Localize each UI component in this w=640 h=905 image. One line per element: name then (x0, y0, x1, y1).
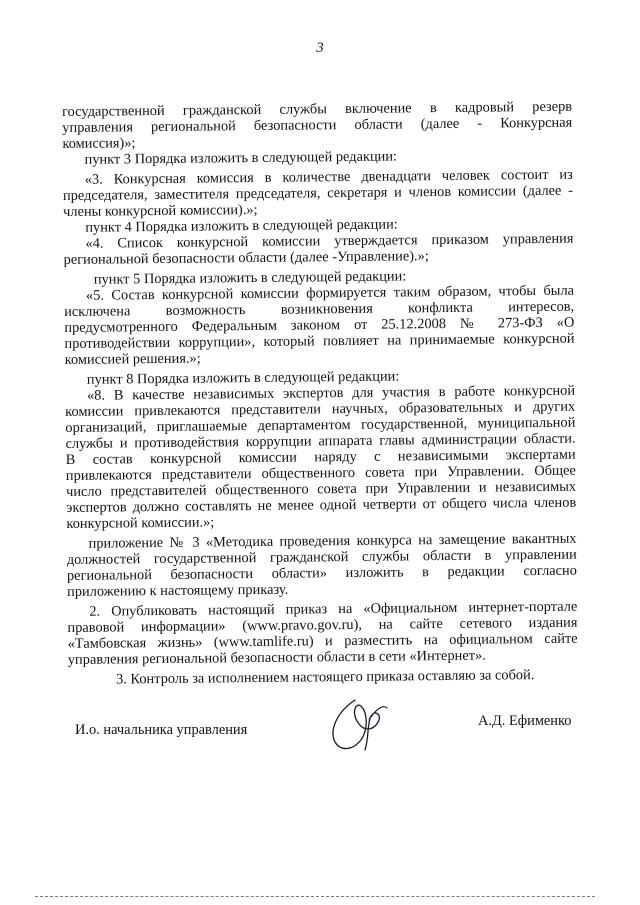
handwritten-signature (325, 690, 405, 760)
text-line: управления региональной безопасности области в сети «Интернет». (67, 647, 486, 668)
text-line: «4. Список конкурсной комиссии утверждается приказом управления (85, 230, 574, 252)
text-line: организаций, приглашаемые департаментом государственной, муниципальной (65, 414, 576, 436)
text-line: государственной гражданской службы включение в кадровый резерв (62, 98, 573, 120)
text-line: конкурсной комиссии.»; (66, 514, 215, 532)
text-line: «Тамбовская жизнь» (www.tamlife.ru) и разместить на официальном сайте (67, 630, 578, 652)
text-line: пункт 4 Порядка изложить в следующей редакции: (85, 216, 398, 236)
document-body (62, 99, 578, 688)
text-line: председателя, заместителя председателя, секретаря и членов комиссии (далее - (62, 182, 574, 204)
text-line: 2. Опубликовать настоящий приказ на «Официальном интернет-портале (89, 598, 578, 620)
text-line: региональной безопасности области» изложить в редакции согласно (66, 562, 577, 584)
text-line: пункт 3 Порядка изложить в следующей редакции: (84, 148, 398, 168)
text-line: число представителей общественного совета при Управлении и независимых (65, 478, 577, 500)
text-line: «3. Конкурсная комиссия в количестве двенадцати человек состоит из (84, 166, 573, 188)
text-line: члены конкурсной комиссии).»; (63, 201, 258, 220)
text-line: экспертов должно составлять не менее одной четверти от общего числа членов (66, 494, 577, 516)
text-line: комиссии привлекаются представители научных, образовательных и других (65, 398, 576, 420)
text-line: 3. Контроль за исполнением настоящего приказа оставляю за собой. (115, 667, 535, 688)
text-line: правовой информации» (www.pravo.gov.ru), на сайте сетевого издания (67, 614, 578, 636)
text-line: «8. В качестве независимых экспертов для участия в работе конкурсной (86, 382, 576, 404)
text-line: исключена возможность возникновения конфликта интересов, (64, 298, 575, 320)
text-line: управления регионaльной безопасности области (далее - Конкурсная (62, 114, 573, 136)
text-line: приложение № 3 «Методика проведения конкурса на замещение вакантных (88, 530, 577, 552)
scan-edge-line (35, 896, 595, 897)
text-line: В состав конкурсной комиссии наряду с независимыми экспертами (65, 446, 576, 468)
text-line: противодействии коррупции», который повлияет на принимаемые конкурсной (64, 330, 575, 352)
page-number: 3 (316, 40, 324, 56)
text-line: службы и противодействия коррупции аппарата главы администрации области. (65, 430, 576, 452)
signatory-name: А.Д. Ефименко (478, 713, 572, 729)
text-line: пункт 5 Порядка изложить в следующей редакции: (93, 268, 407, 288)
text-line: привлекаются представители общественного совета при Управлении. Общее (65, 462, 576, 484)
text-line: предусмотренного Федеральным законом от 25.12.2008 № 273-ФЗ «О (64, 314, 575, 336)
text-line: «5. Состав конкурсной комиссии формируется таким образом, чтобы была (85, 282, 575, 304)
text-line: пункт 8 Порядка изложить в следующей редакции: (86, 368, 400, 388)
text-line: комиссией решения.»; (64, 350, 201, 368)
text-line: приложению к настоящему приказу. (67, 581, 289, 600)
text-line: должностей государственной гражданской службы области в управлении (66, 546, 577, 568)
signatory-position: И.о. начальника управления (75, 722, 248, 738)
text-line: региональной безопасности области (далее -Управление).»; (63, 248, 429, 268)
text-line: комиссия)»; (62, 135, 136, 152)
